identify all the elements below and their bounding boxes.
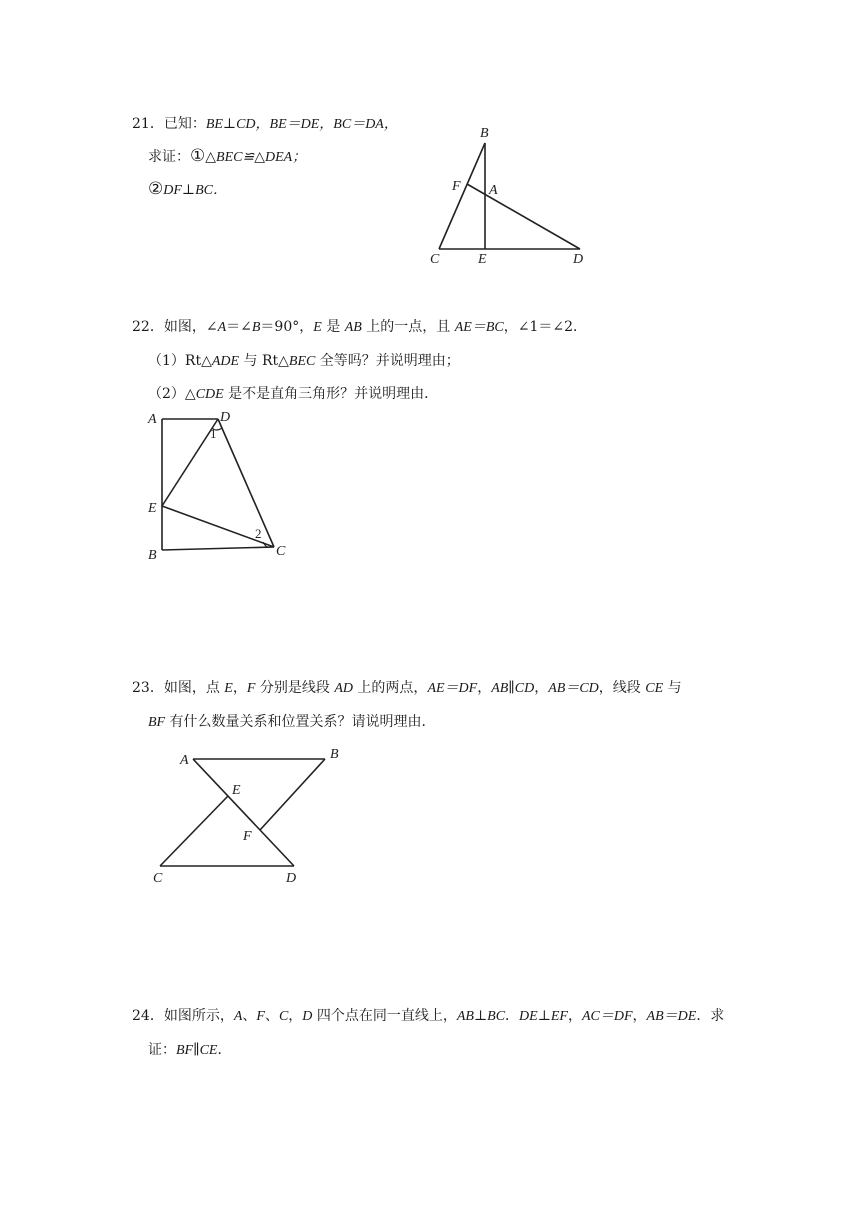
q24-math: AB＝DE xyxy=(646,1009,697,1024)
q23-text: 上的两点， xyxy=(352,680,428,696)
q24-text: ．求 xyxy=(696,1008,725,1024)
q24-number: 24． xyxy=(132,1008,164,1024)
q22-number: 22． xyxy=(132,319,164,335)
q24-text: ， xyxy=(632,1008,647,1024)
q23-math: F xyxy=(246,681,256,696)
q21-mark-2: ② xyxy=(148,179,164,199)
q22-text: （2）△ xyxy=(148,386,196,402)
q23-math: BF xyxy=(148,715,166,730)
q23-text: 分别是线段 xyxy=(255,680,335,696)
q22-text: ＝90°， xyxy=(260,319,314,335)
q24-text: 四个点在同一直线上， xyxy=(312,1008,457,1024)
q22-math: ADE xyxy=(211,354,240,369)
q24-math: D xyxy=(302,1009,313,1024)
q22-math: CDE xyxy=(195,387,224,402)
q24-math: AB⊥BC xyxy=(456,1009,506,1024)
q24-line-1 xyxy=(132,1005,724,1025)
q23-math: AB＝CD xyxy=(548,681,599,696)
q23-label-D: D xyxy=(286,871,297,886)
q22-label-E: E xyxy=(148,501,157,516)
q23-label-A: A xyxy=(180,753,189,768)
q23-number: 23． xyxy=(132,680,164,696)
q22-label-C: C xyxy=(276,544,286,559)
q22-text: 上的一点，且 xyxy=(361,319,455,335)
q21-number: 21． xyxy=(132,116,164,132)
q22-label-angle-1: 1 xyxy=(210,426,217,441)
q23-text: ， xyxy=(232,680,247,696)
q21-given-label: 已知： xyxy=(163,116,206,132)
q21-claim-2: DF⊥BC． xyxy=(163,183,227,198)
q22-label-A: A xyxy=(148,412,157,427)
q23-seg-BF xyxy=(260,759,325,830)
q24-math: BF∥CE xyxy=(176,1043,218,1058)
q24-text: 、 xyxy=(242,1008,257,1024)
q21-claim-1: △BEC≌△DEA； xyxy=(205,150,307,165)
q23-math: E xyxy=(224,681,233,696)
q23-seg-AD xyxy=(193,759,294,866)
q23-text: 如图，点 xyxy=(163,680,225,696)
q23-text: ， xyxy=(477,680,492,696)
q23-text: 与 xyxy=(663,680,682,696)
q22-text: 如图，∠ xyxy=(163,319,218,335)
q22-text: 全等吗？并说明理由； xyxy=(315,353,460,369)
q22-label-angle-2: 2 xyxy=(255,526,262,541)
q23-seg-CE xyxy=(160,796,228,866)
q22-math: AE＝BC xyxy=(454,320,504,335)
q22-math: B xyxy=(251,320,261,335)
q24-math: F xyxy=(256,1009,265,1024)
q21-label-E: E xyxy=(478,252,487,267)
q22-math: BEC xyxy=(288,354,316,369)
q23-label-E: E xyxy=(232,783,241,798)
q21-label-C: C xyxy=(430,252,440,267)
q22-text: （1）Rt△ xyxy=(148,353,212,369)
q23-label-F: F xyxy=(243,829,252,844)
q23-text: ，线段 xyxy=(598,680,646,696)
q24-text: ． xyxy=(217,1042,232,1058)
q24-math: AC＝DF xyxy=(581,1009,633,1024)
q22-text: 与 Rt△ xyxy=(239,353,289,369)
q23-label-C: C xyxy=(153,871,163,886)
q22-text: ，∠1＝∠2． xyxy=(503,319,588,335)
q23-math: AE＝DF xyxy=(427,681,478,696)
q22-math: A xyxy=(217,320,227,335)
q24-math: DE⊥EF xyxy=(519,1009,568,1024)
q24-text: 证： xyxy=(148,1042,176,1058)
q21-prove-label: 求证： xyxy=(148,149,190,165)
q24-text: ， xyxy=(567,1008,582,1024)
q24-text: 、 xyxy=(264,1008,279,1024)
q21-label-F: F xyxy=(452,179,461,194)
q22-text: 是不是直角三角形？并说明理由． xyxy=(223,386,439,402)
q22-label-B: B xyxy=(148,548,157,563)
q23-text: 有什么数量关系和位置关系？请说明理由． xyxy=(165,714,436,730)
q21-label-A: A xyxy=(489,183,498,198)
q23-math: AB∥CD xyxy=(491,681,535,696)
q24-text: ， xyxy=(288,1008,303,1024)
q21-label-B: B xyxy=(480,126,489,141)
q21-given: BE⊥CD，BE＝DE，BC＝DA， xyxy=(205,117,398,132)
q23-math: AD xyxy=(334,681,353,696)
q21-mark-1: ① xyxy=(190,146,206,166)
q22-text: 是 xyxy=(321,319,345,335)
q22-math: E xyxy=(313,320,322,335)
q24-text: ． xyxy=(505,1008,520,1024)
q23-text: ， xyxy=(534,680,549,696)
q22-math: AB xyxy=(344,320,362,335)
q23-math: CE xyxy=(645,681,664,696)
q23-label-B: B xyxy=(330,747,339,762)
q22-label-D: D xyxy=(220,410,231,425)
q24-text: 如图所示， xyxy=(163,1008,234,1024)
q21-label-D: D xyxy=(573,252,584,267)
q24-math: C xyxy=(278,1009,289,1024)
q22-text: ＝∠ xyxy=(226,319,252,335)
q24-line-2 xyxy=(148,1039,231,1059)
q24-math: A xyxy=(233,1009,243,1024)
